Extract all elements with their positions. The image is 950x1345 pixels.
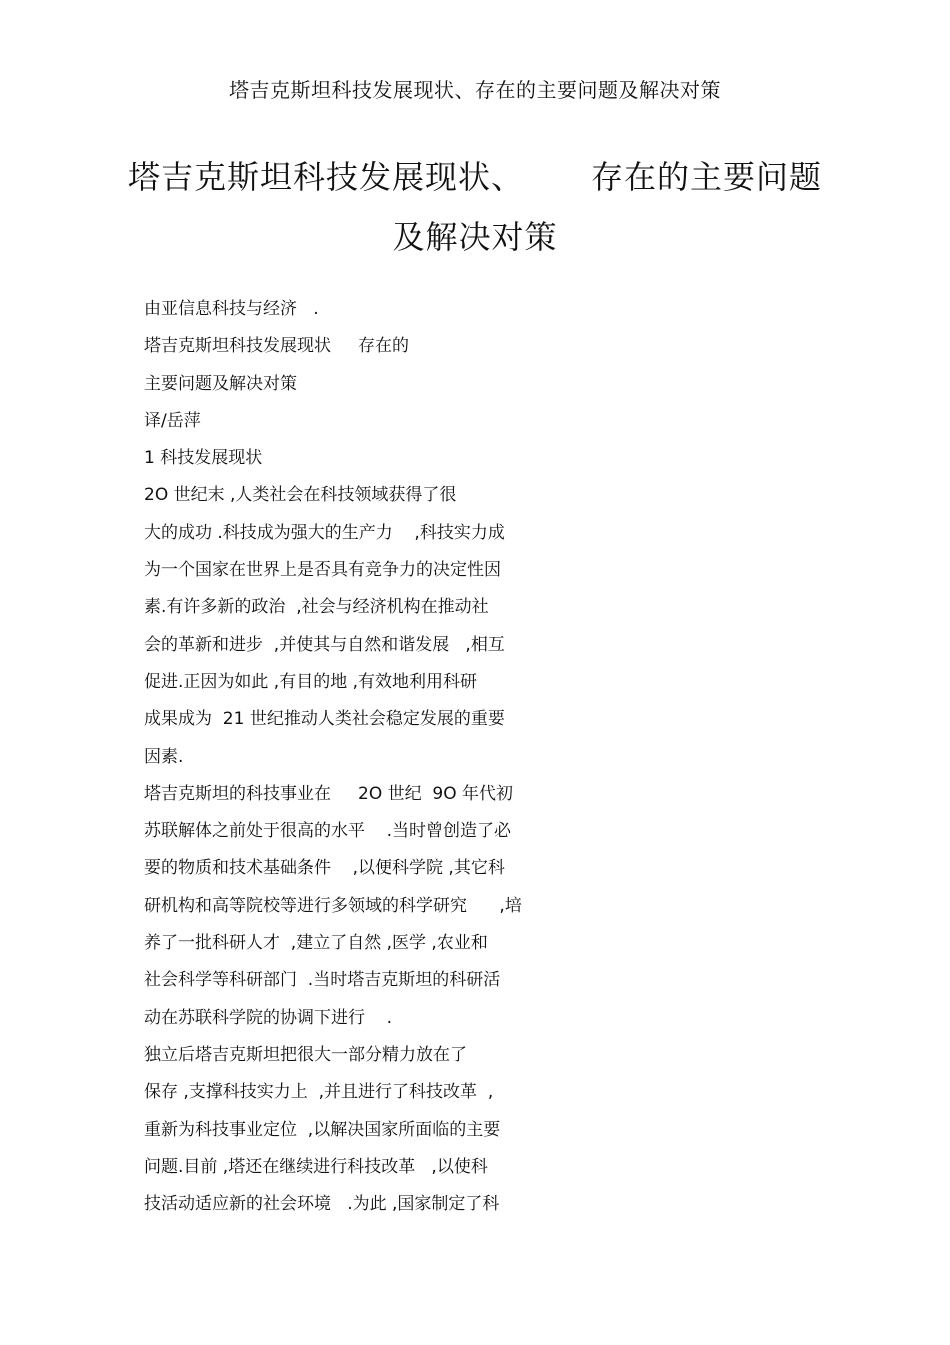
paragraph-line: 社会科学等科研部门 .当时塔吉克斯坦的科研活 [144, 970, 501, 991]
paragraph-line: 塔吉克斯坦的科技事业在 2O 世纪 9O 年代初 [144, 783, 514, 804]
document-title-line-2: 及解决对策 [392, 218, 558, 256]
paragraph-line: 大的成功 .科技成为强大的生产力 ,科技实力成 [144, 522, 505, 543]
paragraph-line: 独立后塔吉克斯坦把很大一部分精力放在了 [144, 1044, 467, 1065]
paragraph-line: 素.有许多新的政治 ,社会与经济机构在推动社 [144, 597, 489, 618]
paragraph-line: 重新为科技事业定位 ,以解决国家所面临的主要 [144, 1119, 501, 1140]
paragraph-line: 为一个国家在世界上是否具有竞争力的决定性因 [144, 560, 501, 581]
section-heading: 1 科技发展现状 [144, 448, 263, 469]
article-title-line: 塔吉克斯坦科技发展现状 存在的 [144, 336, 410, 357]
document-title-line-1: 塔吉克斯坦科技发展现状、 存在的主要问题 [127, 158, 823, 196]
running-header: 塔吉克斯坦科技发展现状、存在的主要问题及解决对策 [229, 78, 721, 102]
paragraph-line: 2O 世纪末 ,人类社会在科技领域获得了很 [144, 485, 457, 506]
paragraph-line: 研机构和高等院校等进行多领域的科学研究 ,培 [144, 895, 522, 916]
paragraph-line: 养了一批科研人才 ,建立了自然 ,医学 ,农业和 [144, 933, 488, 954]
paragraph-line: 问题.目前 ,塔还在继续进行科技改革 ,以使科 [144, 1156, 488, 1177]
paragraph-line: 因素. [144, 746, 184, 767]
paragraph-line: 会的革新和进步 ,并使其与自然和谐发展 ,相互 [144, 634, 505, 655]
translator-line: 译/岳萍 [144, 410, 201, 431]
article-body [144, 296, 564, 1228]
paragraph-line: 技活动适应新的社会环境 .为此 ,国家制定了科 [144, 1194, 500, 1215]
paragraph-line: 促进.正因为如此 ,有目的地 ,有效地利用科研 [144, 671, 478, 692]
paragraph-line: 动在苏联科学院的协调下进行 . [144, 1007, 393, 1028]
article-title-line: 主要问题及解决对策 [144, 373, 297, 394]
paragraph-line: 成果成为 21 世纪推动人类社会稳定发展的重要 [144, 709, 505, 730]
source-line: 由亚信息科技与经济 . [144, 299, 319, 319]
paragraph-line: 要的物质和技术基础条件 ,以便科学院 ,其它科 [144, 858, 505, 879]
paragraph-line: 苏联解体之前处于很高的水平 .当时曾创造了必 [144, 821, 512, 842]
paragraph-line: 保存 ,支撑科技实力上 ,并且进行了科技改革 , [144, 1082, 494, 1103]
